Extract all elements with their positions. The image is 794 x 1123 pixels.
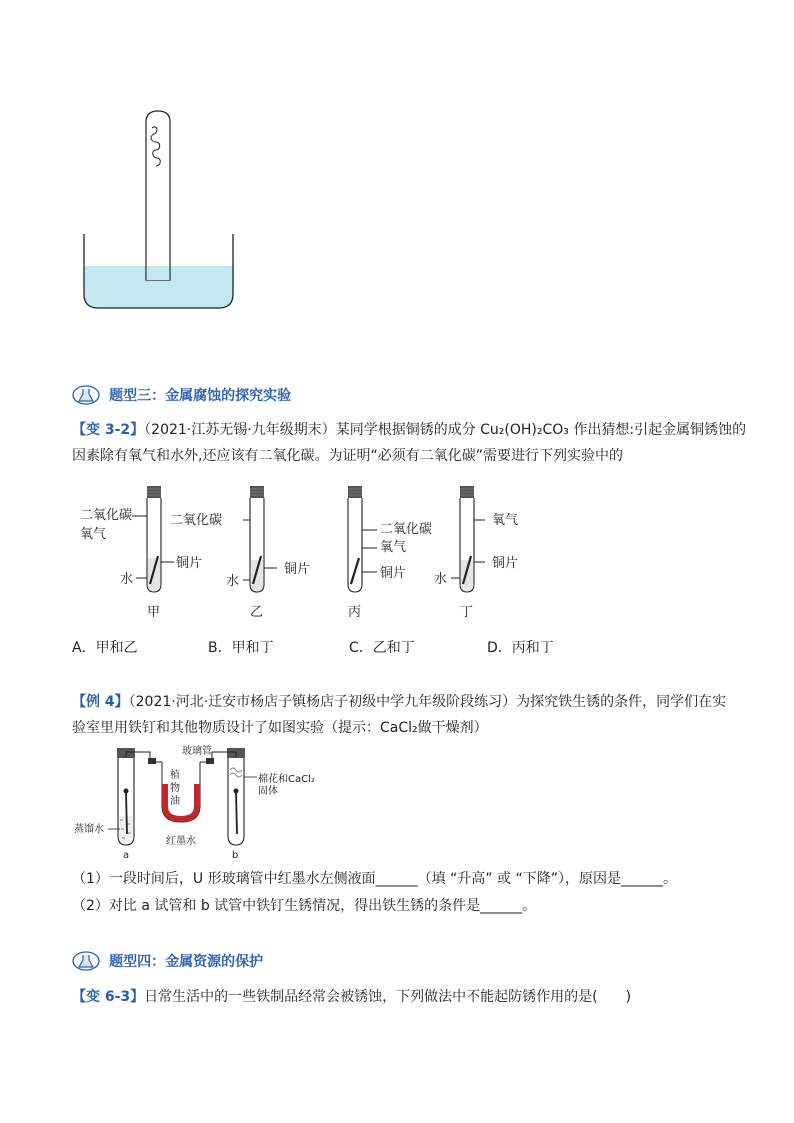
example-4-line2: 验室里用铁钉和其他物质设计了如图实验（提示：CaCl₂做干燥剂） bbox=[72, 720, 488, 736]
label-oil-2: 物 bbox=[170, 783, 180, 794]
label-red-ink: 红墨水 bbox=[166, 836, 196, 847]
flask-icon bbox=[72, 950, 100, 972]
label-water-ding: 水 bbox=[434, 572, 448, 587]
section-header-3 bbox=[72, 384, 291, 406]
question-tag: 【例 4】 bbox=[72, 694, 129, 710]
label-glass-tube: 玻璃管 bbox=[182, 746, 212, 757]
label-oil-3: 油 bbox=[170, 796, 180, 807]
option-a: A．甲和乙 bbox=[72, 640, 138, 656]
example-4-line1: 【例 4】（2021·河北·迁安市杨店子镇杨店子初级中学九年级阶段练习）为探究铁生锈的条件，同学们在实 bbox=[72, 694, 727, 710]
question-6-3: 【变 6-3】日常生活中的一些铁制品经常会被锈蚀，下列做法中不能起防锈作用的是( ) bbox=[72, 989, 632, 1005]
section-title: 题型三：金属腐蚀的探究实验 bbox=[109, 388, 292, 404]
four-tubes-figure bbox=[72, 486, 542, 634]
flask-icon bbox=[72, 384, 100, 406]
option-b: B．甲和丁 bbox=[208, 640, 274, 656]
label-distilled-water: 蒸馏水 bbox=[74, 824, 104, 835]
tube-bing bbox=[348, 486, 377, 592]
tube-jia bbox=[132, 486, 174, 592]
label-b: b bbox=[232, 850, 239, 861]
label-oil-1: 植 bbox=[170, 770, 180, 781]
label-a: a bbox=[123, 850, 130, 861]
tube-ding bbox=[451, 486, 485, 592]
label-cotton-1: 棉花和CaCl₂ bbox=[258, 774, 315, 785]
label-cu-yi: 铜片 bbox=[284, 562, 311, 577]
tube-yi bbox=[243, 486, 277, 592]
label-water-yi: 水 bbox=[226, 574, 240, 589]
label-co2-bing: 二氧化碳 bbox=[380, 522, 433, 537]
label-yi: 乙 bbox=[250, 605, 264, 620]
option-d: D．丙和丁 bbox=[487, 640, 554, 656]
u-tube-experiment-figure bbox=[72, 744, 332, 862]
label-cu-jia: 铜片 bbox=[176, 556, 203, 571]
question-3-2-line1: 【变 3-2】（2021·江苏无锡·九年级期末）某同学根据铜锈的成分 Cu₂(OH)₂CO₃ 作出猜想:引起金属铜锈蚀的 bbox=[72, 422, 747, 438]
question-3-2-line2: 因素除有氧气和水外,还应该有二氧化碳。为证明“必须有二氧化碳”需要进行下列实验中的 bbox=[72, 448, 623, 464]
section-title: 题型四：金属资源的保护 bbox=[109, 954, 264, 970]
option-c: C．乙和丁 bbox=[349, 640, 415, 656]
section-header-4 bbox=[72, 950, 263, 972]
label-water-jia: 水 bbox=[120, 572, 134, 587]
label-o2-ding: 氧气 bbox=[492, 513, 519, 528]
question-tag: 【变 6-3】 bbox=[72, 989, 145, 1005]
label-cotton-2: 固体 bbox=[258, 786, 278, 797]
label-o2-bing: 氧气 bbox=[380, 540, 407, 555]
example-4-q2: （2）对比 a 试管和 b 试管中铁钉生锈情况，得出铁生锈的条件是______。 bbox=[72, 898, 537, 914]
label-cu-ding: 铜片 bbox=[492, 556, 519, 571]
label-ding: 丁 bbox=[460, 605, 474, 620]
label-co2-yi: 二氧化碳 bbox=[170, 513, 223, 528]
label-o2-jia: 氧气 bbox=[80, 527, 107, 542]
label-bing: 丙 bbox=[348, 605, 362, 620]
question-tag: 【变 3-2】 bbox=[72, 422, 145, 438]
inverted-tube-figure bbox=[75, 108, 245, 313]
label-jia: 甲 bbox=[147, 605, 161, 620]
label-co2-jia: 二氧化碳 bbox=[80, 508, 133, 523]
label-cu-bing: 铜片 bbox=[380, 566, 407, 581]
example-4-q1: （1）一段时间后，U 形玻璃管中红墨水左侧液面______（填 “升高” 或 “下降”），原因是______。 bbox=[72, 871, 677, 887]
